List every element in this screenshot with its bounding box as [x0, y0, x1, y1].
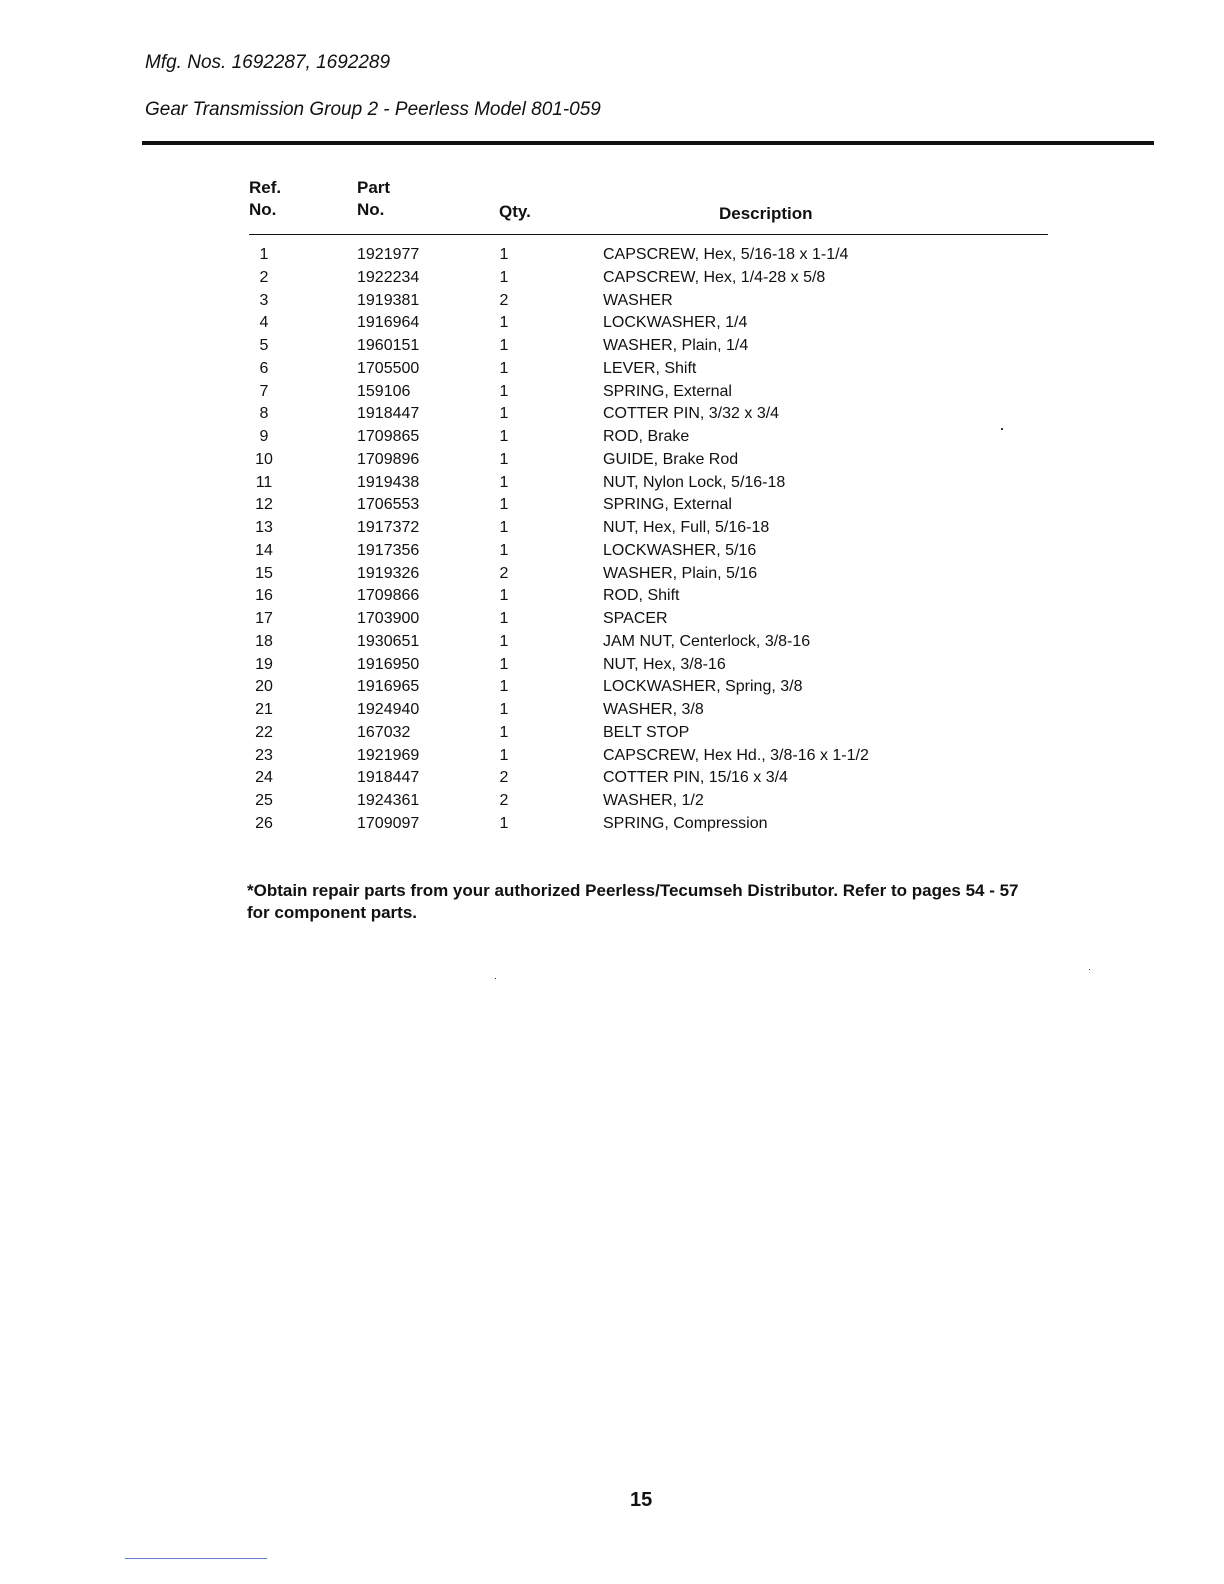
- description-cell: SPRING, Compression: [603, 814, 768, 832]
- ref-cell: 7: [259, 382, 269, 400]
- quantity-cell: 1: [499, 473, 509, 491]
- ref-cell: 14: [255, 541, 273, 559]
- table-row: [0, 358, 1224, 381]
- part-number-cell: 1709896: [357, 450, 420, 468]
- ref-cell: 4: [259, 314, 269, 332]
- description-cell: SPRING, External: [603, 496, 732, 514]
- part-number-cell: 1919381: [357, 291, 420, 309]
- part-number-cell: 1960151: [357, 337, 420, 354]
- quantity-cell: 1: [499, 382, 509, 400]
- table-row: [0, 767, 1224, 790]
- part-number-cell: 1916965: [357, 678, 420, 696]
- table-row: [0, 813, 1224, 836]
- bottom-link-line: [125, 1558, 267, 1559]
- column-header-qty: Qty.: [499, 202, 531, 221]
- quantity-cell: 1: [499, 428, 509, 445]
- part-number-cell: 1924940: [357, 701, 420, 718]
- column-header-part-line1: Part: [357, 178, 391, 197]
- column-header-ref-line2: No.: [249, 200, 277, 219]
- table-row: [0, 676, 1224, 699]
- part-number-cell: 1917372: [357, 519, 420, 536]
- description-cell: CAPSCREW, Hex, 5/16-18 x 1-1/4: [603, 246, 849, 263]
- part-number-cell: 1930651: [357, 632, 420, 650]
- table-row: [0, 312, 1224, 335]
- table-row: [0, 722, 1224, 745]
- ref-cell: 21: [255, 701, 273, 718]
- table-row: [0, 335, 1224, 358]
- column-header-part: [357, 177, 390, 221]
- column-header-ref-line1: Ref.: [249, 178, 282, 197]
- part-number-cell: 1921969: [357, 746, 420, 764]
- description-cell: ROD, Brake: [603, 428, 690, 445]
- quantity-cell: 1: [499, 519, 509, 536]
- table-row: [0, 563, 1224, 586]
- part-number-cell: 1709865: [357, 428, 420, 445]
- table-row: [0, 585, 1224, 608]
- ref-cell: 12: [255, 496, 273, 514]
- scan-speck: [495, 978, 496, 979]
- page-number: 15: [630, 1489, 653, 1511]
- ref-cell: 25: [255, 792, 273, 809]
- description-cell: NUT, Hex, Full, 5/16-18: [603, 519, 770, 536]
- quantity-cell: 2: [499, 291, 509, 309]
- table-row: [0, 699, 1224, 722]
- ref-cell: 13: [255, 519, 273, 536]
- table-row: [0, 267, 1224, 290]
- ref-cell: 8: [259, 405, 269, 423]
- repair-parts-note: *Obtain repair parts from your authorized Peerless/Tecumseh Distributor. Refer to pages 54 - 57 for component parts.: [247, 881, 1019, 922]
- table-row: [0, 426, 1224, 449]
- quantity-cell: 1: [499, 587, 509, 605]
- quantity-cell: 1: [499, 246, 509, 263]
- ref-cell: 26: [255, 814, 273, 832]
- ref-cell: 19: [255, 655, 273, 673]
- scan-speck: [1089, 969, 1090, 970]
- ref-cell: 11: [255, 473, 273, 491]
- table-row: [0, 790, 1224, 813]
- ref-cell: 22: [255, 723, 273, 741]
- table-row: [0, 608, 1224, 631]
- quantity-cell: 1: [499, 610, 509, 627]
- description-cell: JAM NUT, Centerlock, 3/8-16: [603, 632, 811, 650]
- part-number-cell: 1917356: [357, 541, 420, 559]
- description-cell: BELT STOP: [603, 723, 690, 741]
- part-number-cell: 1709866: [357, 587, 420, 605]
- table-row: [0, 403, 1224, 426]
- quantity-cell: 1: [499, 450, 509, 468]
- description-cell: COTTER PIN, 3/32 x 3/4: [603, 405, 780, 423]
- part-number-cell: 1919326: [357, 564, 420, 582]
- part-number-cell: 1919438: [357, 473, 420, 491]
- table-row: [0, 472, 1224, 495]
- description-cell: WASHER, 1/2: [603, 792, 704, 809]
- table-row: [0, 745, 1224, 768]
- table-row: [0, 449, 1224, 472]
- part-number-cell: 1918447: [357, 769, 420, 787]
- ref-cell: 20: [255, 678, 273, 696]
- quantity-cell: 1: [499, 405, 509, 423]
- description-cell: LOCKWASHER, 1/4: [603, 314, 748, 332]
- quantity-cell: 1: [499, 314, 509, 332]
- ref-cell: 17: [255, 610, 273, 627]
- scan-speck: [1001, 428, 1003, 430]
- quantity-cell: 1: [499, 746, 509, 764]
- header-rule: [142, 141, 1154, 145]
- part-number-cell: 1703900: [357, 610, 420, 627]
- quantity-cell: 1: [499, 701, 509, 718]
- ref-cell: 2: [259, 268, 269, 286]
- table-row: [0, 631, 1224, 654]
- part-number-cell: 1916950: [357, 655, 420, 673]
- page-subtitle: Gear Transmission Group 2 - Peerless Model 801-059: [145, 99, 601, 120]
- quantity-cell: 1: [499, 814, 509, 832]
- mfg-numbers: Mfg. Nos. 1692287, 1692289: [145, 52, 391, 73]
- table-row: [0, 517, 1224, 540]
- quantity-cell: 2: [499, 792, 509, 809]
- ref-cell: 16: [255, 587, 273, 605]
- ref-cell: 24: [255, 769, 273, 787]
- ref-cell: 5: [259, 337, 269, 354]
- quantity-cell: 1: [499, 496, 509, 514]
- part-number-cell: 1705500: [357, 359, 420, 377]
- part-number-cell: 159106: [357, 382, 411, 400]
- part-number-cell: 167032: [357, 723, 411, 741]
- description-cell: CAPSCREW, Hex, 1/4-28 x 5/8: [603, 268, 826, 286]
- part-number-cell: 1921977: [357, 246, 420, 263]
- quantity-cell: 1: [499, 268, 509, 286]
- part-number-cell: 1922234: [357, 268, 420, 286]
- quantity-cell: 2: [499, 769, 509, 787]
- table-row: [0, 494, 1224, 517]
- table-row: [0, 290, 1224, 313]
- part-number-cell: 1706553: [357, 496, 420, 514]
- description-cell: GUIDE, Brake Rod: [603, 450, 739, 468]
- description-cell: LOCKWASHER, Spring, 3/8: [603, 678, 803, 696]
- column-header-part-line2: No.: [357, 200, 385, 219]
- ref-cell: 9: [259, 428, 269, 445]
- ref-cell: 3: [259, 291, 269, 309]
- description-cell: LOCKWASHER, 5/16: [603, 541, 757, 559]
- description-cell: WASHER, Plain, 1/4: [603, 337, 749, 354]
- description-cell: NUT, Hex, 3/8-16: [603, 655, 726, 673]
- table-header-divider: [249, 234, 1048, 235]
- ref-cell: 15: [255, 564, 273, 582]
- description-cell: SPRING, External: [603, 382, 732, 400]
- quantity-cell: 1: [499, 723, 509, 741]
- quantity-cell: 1: [499, 541, 509, 559]
- description-cell: WASHER, 3/8: [603, 701, 704, 718]
- table-row: [0, 540, 1224, 563]
- description-cell: WASHER: [603, 291, 673, 309]
- ref-cell: 1: [259, 246, 269, 263]
- parts-table: [0, 244, 1224, 836]
- description-cell: COTTER PIN, 15/16 x 3/4: [603, 769, 788, 787]
- description-cell: WASHER, Plain, 5/16: [603, 564, 758, 582]
- part-number-cell: 1709097: [357, 814, 420, 832]
- description-cell: ROD, Shift: [603, 587, 680, 605]
- quantity-cell: 2: [499, 564, 509, 582]
- table-row: [0, 654, 1224, 677]
- quantity-cell: 1: [499, 632, 509, 650]
- part-number-cell: 1918447: [357, 405, 420, 423]
- part-number-cell: 1916964: [357, 314, 420, 332]
- description-cell: LEVER, Shift: [603, 359, 697, 377]
- description-cell: CAPSCREW, Hex Hd., 3/8-16 x 1-1/2: [603, 746, 869, 764]
- table-row: [0, 381, 1224, 404]
- ref-cell: 23: [255, 746, 273, 764]
- description-cell: NUT, Nylon Lock, 5/16-18: [603, 473, 786, 491]
- column-header-description: Description: [719, 204, 813, 223]
- quantity-cell: 1: [499, 655, 509, 673]
- quantity-cell: 1: [499, 337, 509, 354]
- description-cell: SPACER: [603, 610, 668, 627]
- ref-cell: 10: [255, 450, 273, 468]
- quantity-cell: 1: [499, 678, 509, 696]
- table-row: [0, 244, 1224, 267]
- ref-cell: 6: [259, 359, 269, 377]
- part-number-cell: 1924361: [357, 792, 420, 809]
- column-header-ref: [249, 177, 281, 221]
- quantity-cell: 1: [499, 359, 509, 377]
- ref-cell: 18: [255, 632, 273, 650]
